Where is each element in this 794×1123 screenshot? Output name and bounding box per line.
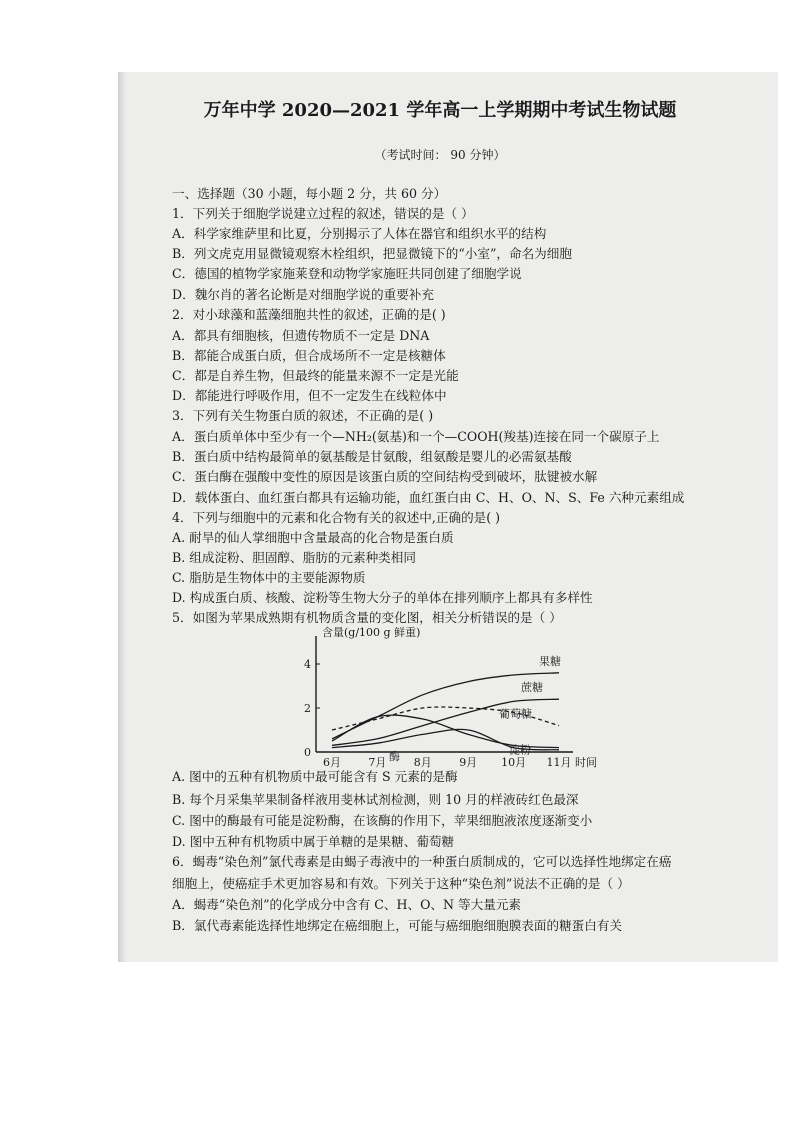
y-tick-label: 4 xyxy=(304,658,311,671)
question-1-option-b: B．列文虎克用显微镜观察木栓组织，把显微镜下的“小室”，命名为细胞 xyxy=(172,246,572,261)
question-4-stem: 4．下列与细胞中的元素和化合物有关的叙述中,正确的是( ) xyxy=(172,510,501,525)
question-5-option-c: C. 图中的酶最有可能是淀粉酶，在该酶的作用下，苹果细胞液浓度逐渐变小 xyxy=(172,813,593,828)
question-6-option-a: A．蝎毒“染色剂”的化学成分中含有 C、H、O、N 等大量元素 xyxy=(172,897,522,912)
question-4-option-c: C. 脂肪是生物体中的主要能源物质 xyxy=(172,570,366,585)
x-tick-label: 6月 xyxy=(323,756,341,769)
question-5-stem: 5．如图为苹果成熟期有机物质含量的变化图，相关分析错误的是（ ） xyxy=(172,610,562,625)
y-axis-label: 含量(g/100 g 鲜重) xyxy=(322,626,421,639)
question-5-option-a: A. 图中的五种有机物质中最可能含有 S 元素的是酶 xyxy=(172,769,458,784)
y-tick-label: 0 xyxy=(304,746,311,759)
section-heading: 一、选择题（30 小题，每小题 2 分，共 60 分） xyxy=(172,186,447,201)
series-label: 淀粉 xyxy=(509,743,531,757)
x-tick-label: 7月 xyxy=(368,756,387,769)
question-5-option-b: B. 每个月采集苹果制备样液用斐林试剂检测，则 10 月的样液砖红色最深 xyxy=(172,792,579,807)
question-1-option-c: C．德国的植物学家施莱登和动物学家施旺共同创建了细胞学说 xyxy=(172,266,522,281)
x-tick-label: 9月 xyxy=(459,756,478,769)
question-4-option-a: A. 耐旱的仙人掌细胞中含量最高的化合物是蛋白质 xyxy=(172,530,454,545)
exam-time: （考试时间： 90 分钟） xyxy=(374,148,506,162)
question-3-option-d: D．载体蛋白、血红蛋白都具有运输功能，血红蛋白由 C、H、O、N、S、Fe 六种元素组成 xyxy=(172,490,685,505)
question-3-option-a: A．蛋白质单体中至少有一个—NH₂(氨基)和一个—COOH(羧基)连接在同一个碳原子上 xyxy=(172,429,660,444)
question-4-option-b: B. 组成淀粉、胆固醇、脂肪的元素种类相同 xyxy=(172,550,416,565)
question-5-option-d: D. 图中五种有机物质中属于单糖的是果糖、葡萄糖 xyxy=(172,834,455,849)
question-6-stem-line-1: 6．蝎毒“染色剂”氯代毒素是由蝎子毒液中的一种蛋白质制成的，它可以选择性地绑定在癌 xyxy=(172,854,672,869)
x-tick-label: 11月 xyxy=(546,756,572,769)
question-3-option-c: C．蛋白酶在强酸中变性的原因是该蛋白质的空间结构受到破坏，肽键被水解 xyxy=(172,469,598,484)
question-2-option-d: D．都能进行呼吸作用，但不一定发生在线粒体中 xyxy=(172,388,447,403)
question-6-stem-line-2: 细胞上，使癌症手术更加容易和有效。下列关于这种“染色剂”说法不正确的是（ ） xyxy=(172,876,630,891)
y-tick-label: 2 xyxy=(304,702,311,715)
x-tick-label: 10月 xyxy=(501,756,527,769)
series-label: 酶 xyxy=(389,749,400,763)
question-1-stem: 1．下列关于细胞学说建立过程的叙述，错误的是（ ） xyxy=(172,206,474,221)
question-3-stem: 3．下列有关生物蛋白质的叙述，不正确的是( ) xyxy=(172,408,434,423)
scan-shadow xyxy=(118,72,126,962)
apple-maturation-chart xyxy=(298,624,598,774)
question-4-option-d: D. 构成蛋白质、核酸、淀粉等生物大分子的单体在排列顺序上都具有多样性 xyxy=(172,590,593,605)
question-1-option-d: D．魏尔肖的著名论断是对细胞学说的重要补充 xyxy=(172,287,434,302)
question-6-option-b: B．氯代毒素能选择性地绑定在癌细胞上，可能与癌细胞细胞膜表面的糖蛋白有关 xyxy=(172,918,623,933)
series-label: 果糖 xyxy=(539,654,561,668)
question-2-stem: 2．对小球藻和蓝藻细胞共性的叙述，正确的是( ) xyxy=(172,307,446,322)
x-axis-label: 时间 xyxy=(575,756,597,769)
question-2-option-b: B．都能合成蛋白质，但合成场所不一定是核糖体 xyxy=(172,348,446,363)
question-3-option-b: B．蛋白质中结构最简单的氨基酸是甘氨酸，组氨酸是婴儿的必需氨基酸 xyxy=(172,449,572,464)
question-2-option-a: A．都具有细胞核，但遗传物质不一定是 DNA xyxy=(172,328,430,343)
x-tick-label: 8月 xyxy=(413,756,432,769)
question-1-option-a: A．科学家维萨里和比夏，分别揭示了人体在器官和组织水平的结构 xyxy=(172,226,547,241)
question-2-option-c: C．都是自养生物，但最终的能量来源不一定是光能 xyxy=(172,368,459,383)
page-title: 万年中学 2020—2021 学年高一上学期期中考试生物试题 xyxy=(203,100,677,121)
series-label: 蔗糖 xyxy=(521,681,543,695)
series-label: 葡萄糖 xyxy=(499,707,532,721)
